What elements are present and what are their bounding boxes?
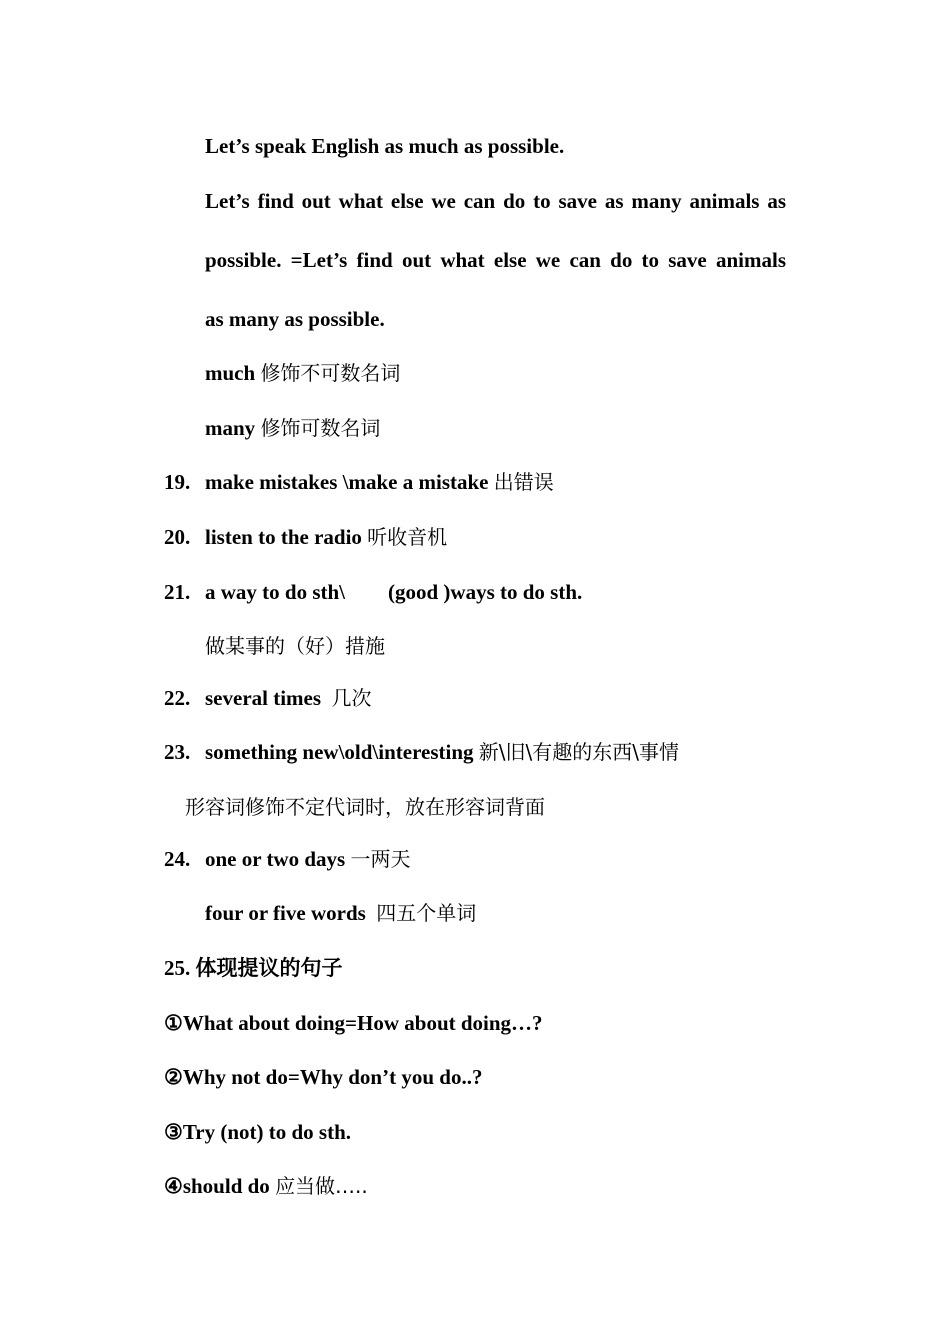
item-19-en: make mistakes \make a mistake [205,470,489,494]
item-20-cn: 听收音机 [367,525,448,549]
suggestion-4-en: ④should do [164,1174,270,1198]
suggestion-4 [164,1173,368,1199]
item-24-en: one or two days [205,847,346,871]
sentence-many-line3: as many as possible. [205,307,385,331]
note-much-cn: 修饰不可数名词 [260,361,401,385]
item-19-cn: 出错误 [493,470,554,494]
note-many [205,415,380,441]
suggestion-2: ②Why not do=Why don’t you do..? [164,1065,483,1089]
item-19-text [205,469,554,495]
item-20-number: 20. [164,525,191,549]
item-22-text [205,685,372,711]
item-23-note: 形容词修饰不定代词时，放在形容词背面 [185,795,545,819]
item-22-number: 22. [164,686,191,710]
item-24-number: 24. [164,847,191,871]
item-23-text [205,739,679,765]
item-23-number: 23. [164,740,191,764]
item-23-en: something new\old\interesting [205,740,474,764]
item-21-cn: 做某事的（好）措施 [205,634,385,658]
sentence-much: Let’s speak English as much as possible. [205,134,565,158]
item-22-en: several times [205,686,322,710]
item-24-text [205,846,410,872]
suggestion-1: ①What about doing=How about doing…? [164,1011,543,1035]
item-24b-en: four or five words [205,901,366,925]
suggestion-4-cn: 应当做….. [275,1174,368,1198]
item-21-text-b: (good )ways to do sth. [388,580,583,604]
item-25-heading: 25. 体现提议的句子 [164,956,343,980]
note-much [205,360,400,386]
sentence-many-line2: possible. =Let’s find out what else we can do to save animals [205,248,786,272]
item-24-cn: 一两天 [350,847,411,871]
item-21-number: 21. [164,580,191,604]
item-24-second [205,900,476,926]
item-23-cn: 新\旧\有趣的东西\事情 [478,740,680,764]
note-much-en: much [205,361,256,385]
sentence-many-line1: Let’s find out what else we can do to save as many animals as [205,189,786,213]
item-21-text-a: a way to do sth\ [205,580,346,604]
item-24b-cn: 四五个单词 [376,901,477,925]
note-many-cn: 修饰可数名词 [260,416,381,440]
item-19-number: 19. [164,470,191,494]
note-many-en: many [205,416,256,440]
suggestion-3: ③Try (not) to do sth. [164,1120,352,1144]
item-22-cn: 几次 [331,686,372,710]
item-20-en: listen to the radio [205,525,362,549]
item-20-text [205,524,447,550]
